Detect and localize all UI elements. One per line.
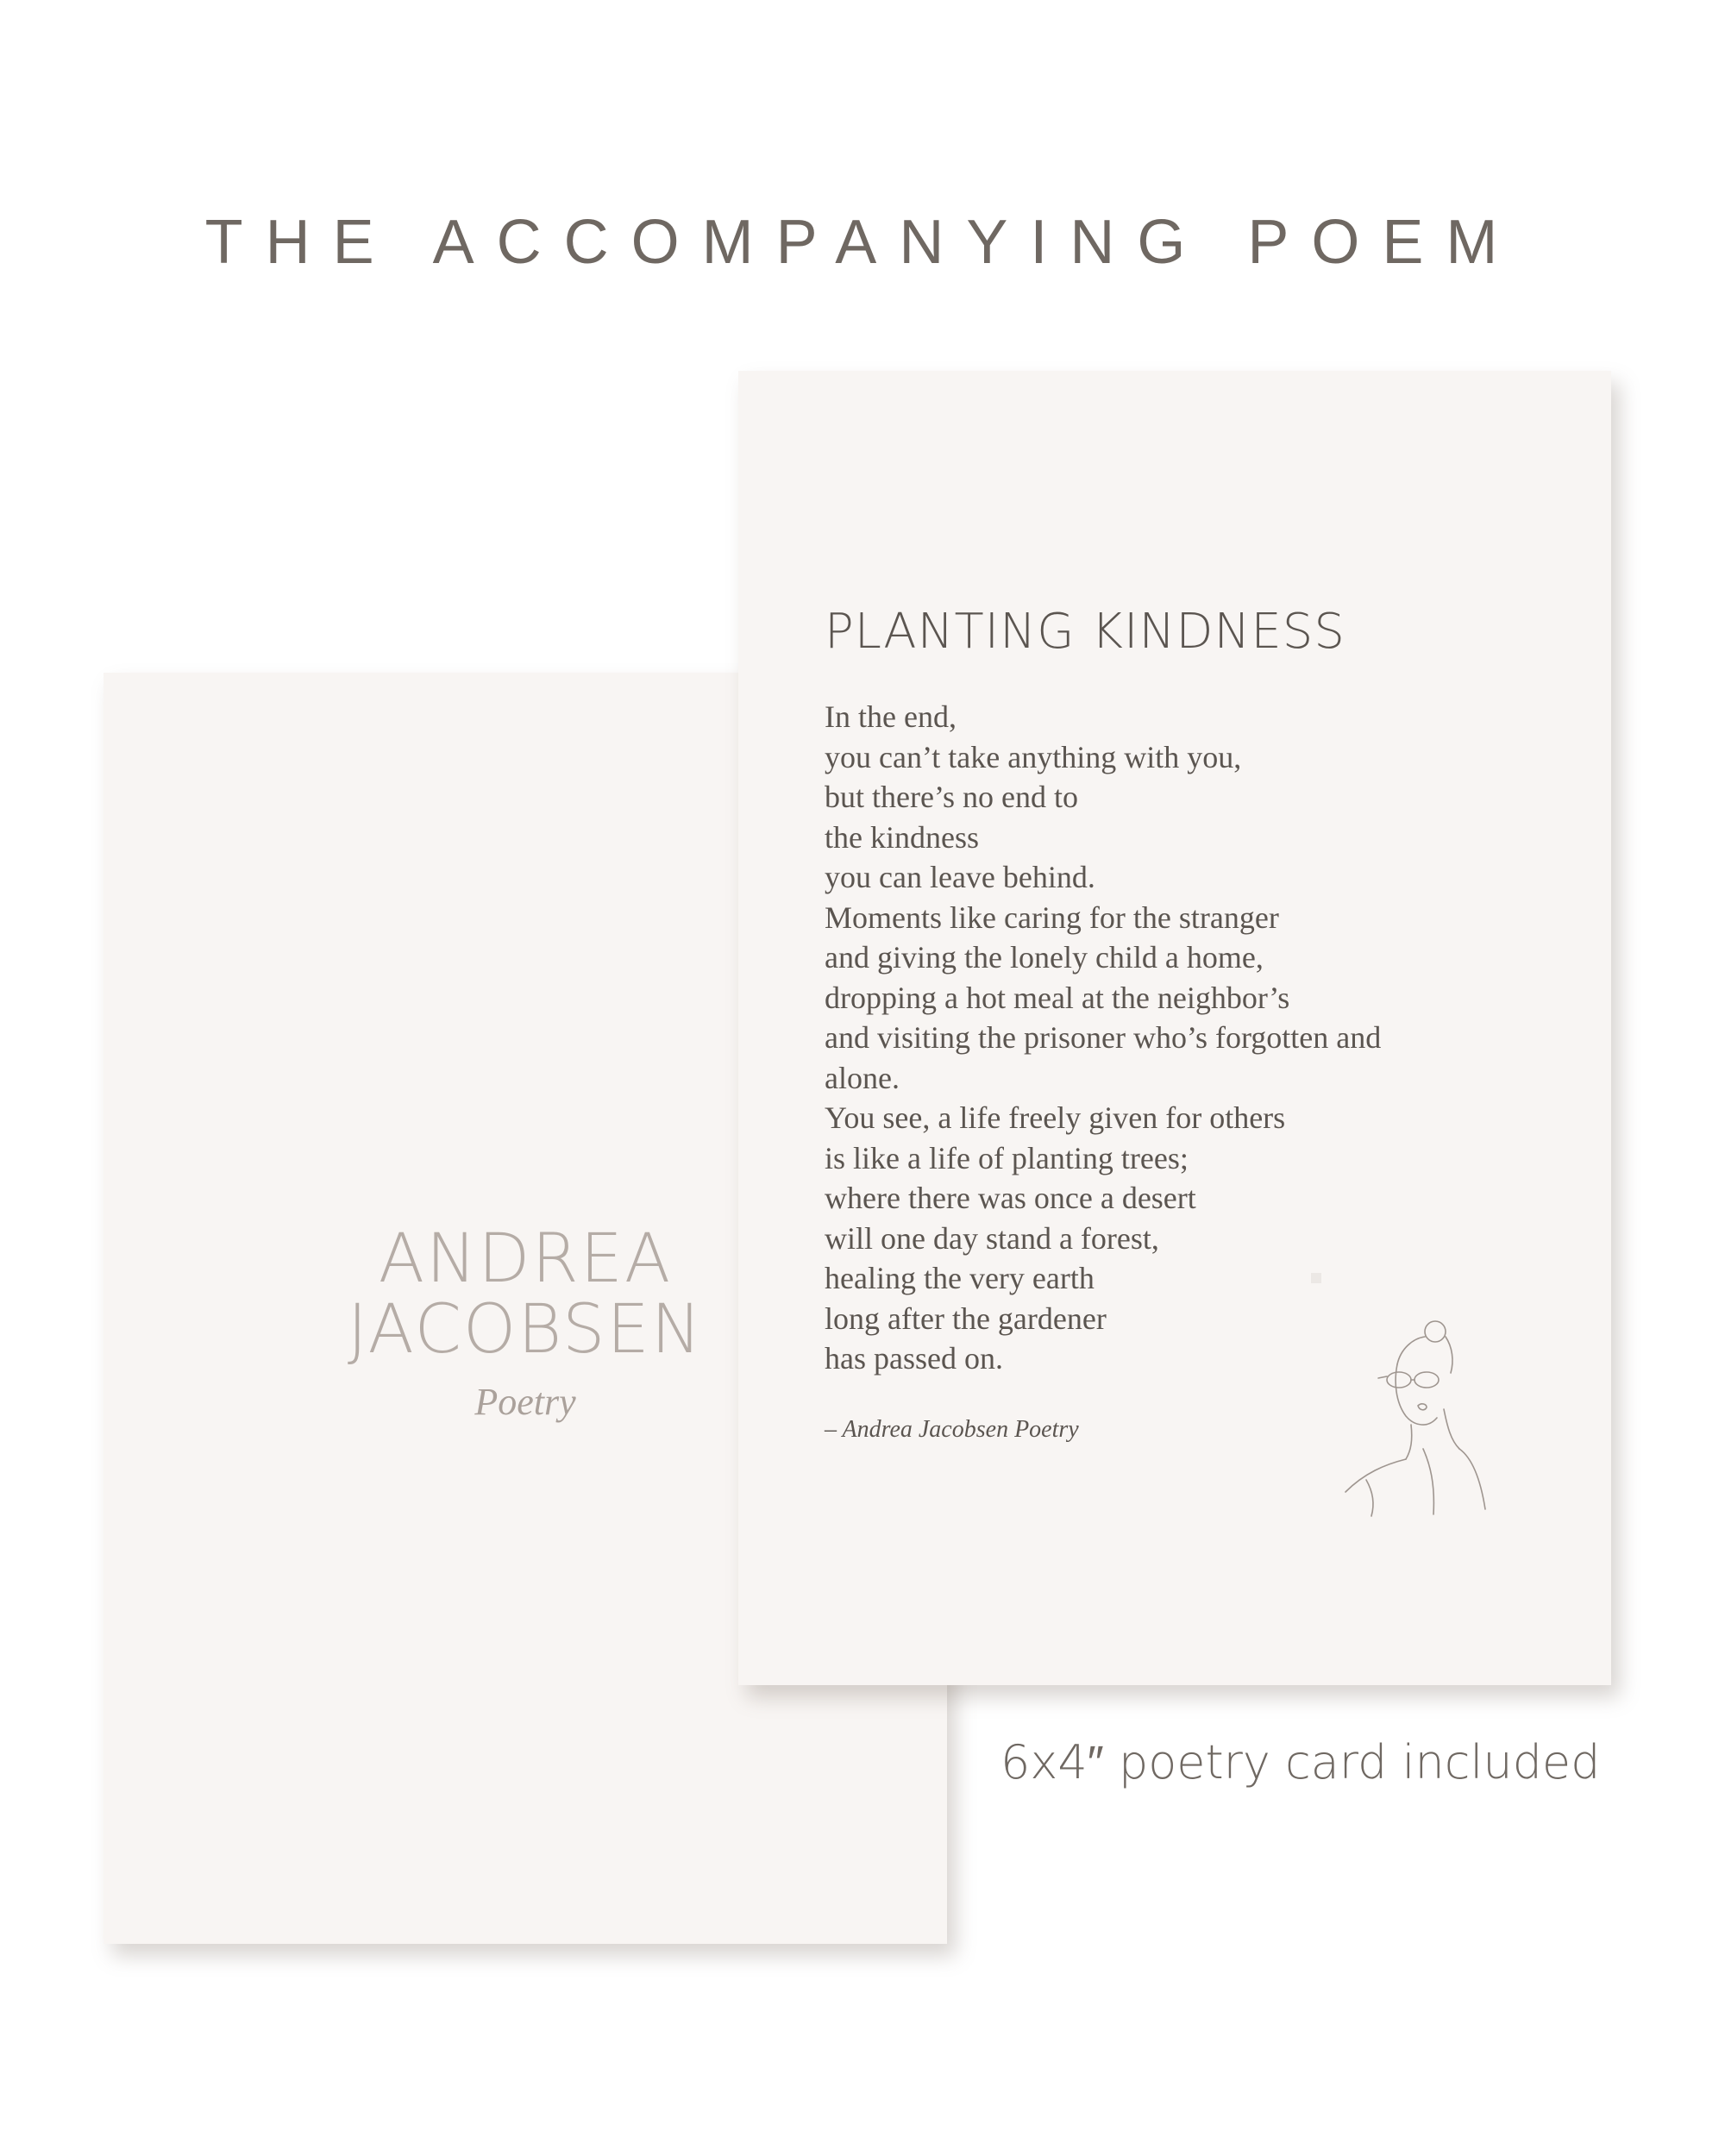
poem-line: where there was once a desert xyxy=(825,1181,1196,1215)
poem-body xyxy=(825,697,1566,1379)
poem-signature: – Andrea Jacobsen Poetry xyxy=(825,1416,1079,1443)
poem-line: alone. xyxy=(825,1060,900,1095)
card-size-caption: 6x4″ poetry card included xyxy=(1000,1735,1601,1789)
brand-name-last: JACOBSEN xyxy=(347,1291,704,1369)
poem-line: you can’t take anything with you, xyxy=(825,739,1242,774)
poem-line: Moments like caring for the stranger xyxy=(825,899,1279,935)
line-art-woman-portrait-icon xyxy=(1333,1319,1489,1518)
poem-line: long after the gardener xyxy=(825,1300,1107,1336)
poem-line: You see, a life freely given for others xyxy=(825,1100,1286,1135)
poem-line: will one day stand a forest, xyxy=(825,1220,1159,1256)
brand-name-first: ANDREA xyxy=(378,1220,673,1298)
poem-line: and giving the lonely child a home, xyxy=(825,940,1264,975)
poem-line: dropping a hot meal at the neighbor’s xyxy=(825,980,1290,1015)
poem-line: has passed on. xyxy=(825,1341,1003,1376)
poem-line: and visiting the prisoner who’s forgotten and xyxy=(825,1020,1382,1055)
poem-line: In the end, xyxy=(825,699,957,734)
brand-subtitle: Poetry xyxy=(474,1381,576,1423)
poem-line: healing the very earth xyxy=(825,1261,1095,1295)
poem-card xyxy=(738,371,1611,1685)
poem-line: is like a life of planting trees; xyxy=(825,1140,1189,1175)
poem-line: but there’s no end to xyxy=(825,780,1078,814)
poem-title: PLANTING KINDNESS xyxy=(825,604,1346,660)
page-heading: THE ACCOMPANYING POEM xyxy=(204,208,1521,277)
decorative-dot xyxy=(1311,1273,1321,1283)
poem-line: the kindness xyxy=(825,819,979,855)
poem-line: you can leave behind. xyxy=(825,860,1095,894)
